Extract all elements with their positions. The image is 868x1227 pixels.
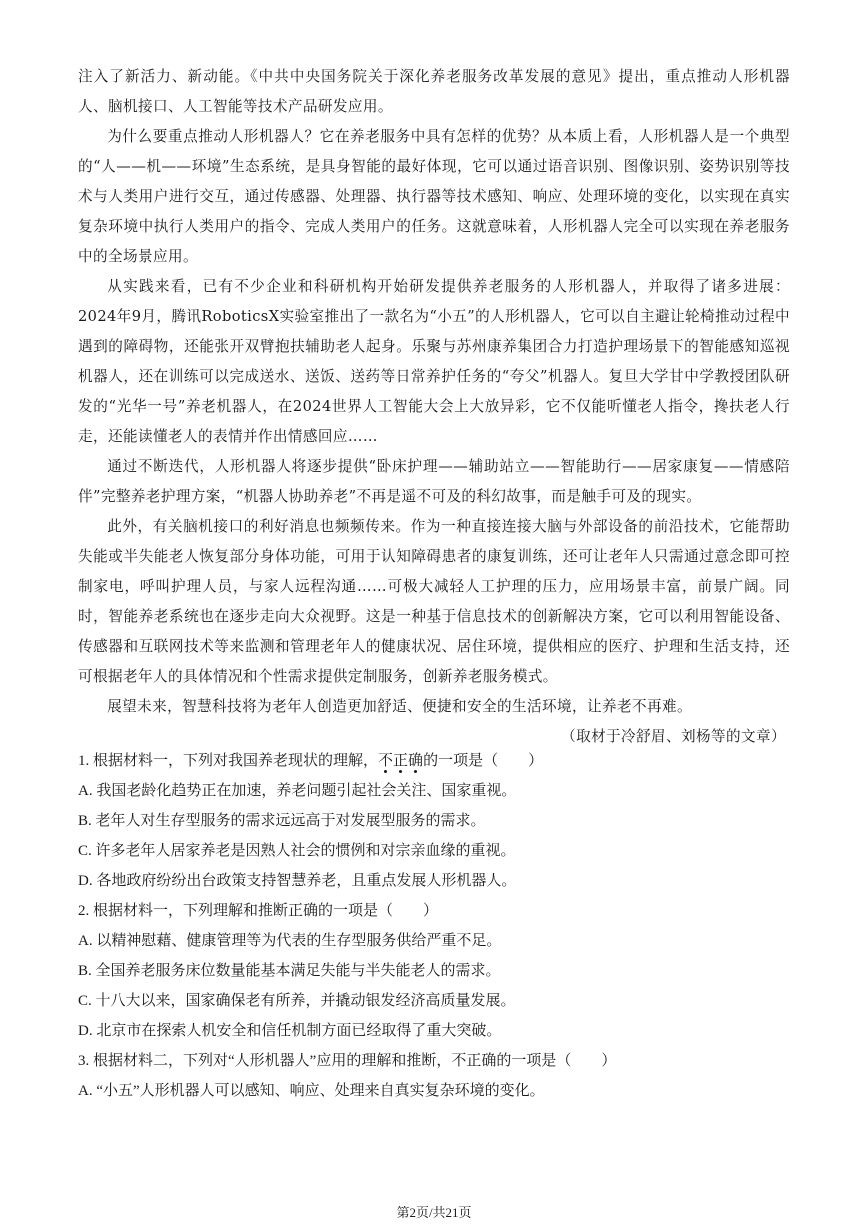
question-3-stem: 3. 根据材料二，下列对“人形机器人”应用的理解和推断，不正确的一项是（ ） bbox=[78, 1053, 617, 1069]
question-1-stem-end: 的一项是（ ） bbox=[423, 753, 544, 769]
question-1-option-c: C. 许多老年人居家养老是因熟人社会的惯例和对宗亲血缘的重视。 bbox=[78, 843, 516, 859]
question-1-stem bbox=[78, 746, 790, 776]
emphasis-char-3: 确 bbox=[408, 753, 423, 769]
question-2-option-b: B. 全国养老服务床位数量能基本满足失能与半失能老人的需求。 bbox=[78, 963, 501, 979]
emphasis-dot bbox=[384, 770, 387, 773]
passage-source-citation: （取材于冷舒眉、刘杨等的文章） bbox=[561, 728, 786, 745]
emphasis-dot bbox=[399, 770, 402, 773]
question-2-stem: 2. 根据材料一，下列理解和推断正确的一项是（ ） bbox=[78, 903, 439, 919]
passage-paragraph-1: 注入了新活力、新动能。《中共中央国务院关于深化养老服务改革发展的意见》提出，重点推动人形机器人、脑机接口、人工智能等技术产品研发应用。 bbox=[78, 68, 790, 115]
emphasis-char-2: 正 bbox=[393, 753, 408, 769]
question-3-option-a: A. “小五”人形机器人可以感知、响应、处理来自真实复杂环境的变化。 bbox=[78, 1083, 545, 1099]
page-number-footer: 第2页/共21页 bbox=[396, 1205, 472, 1220]
question-2-option-a: A. 以精神慰藉、健康管理等为代表的生存型服务供给严重不足。 bbox=[78, 933, 502, 949]
passage-paragraph-3: 从实践来看，已有不少企业和科研机构开始研发提供养老服务的人形机器人，并取得了诸多进展：2024年9月，腾讯RoboticsX实验室推出了一款名为“小五”的人形机器人，它可以自主避让轮椅推动过程中遇到的障碍物，还能张开双臂抱扶辅助老人起身。乐聚与苏州康养集团合力打造护理场景下的智能感知巡视机器人，还在训练可以完成送水、送饭、送药等日常养护任务的“夸父”机器人。复旦大学甘中学教授团队研发的“光华一号”养老机器人，在2024世界人工智能大会上大放异彩，它不仅能听懂老人指令，搀扶老人行走，还能读懂老人的表情并作出情感回应…… bbox=[78, 278, 790, 445]
emphasis-char-1: 不 bbox=[378, 753, 393, 769]
passage-paragraph-5: 此外，有关脑机接口的利好消息也频频传来。作为一种直接连接大脑与外部设备的前沿技术，它能帮助失能或半失能老人恢复部分身体功能，可用于认知障碍患者的康复训练，还可让老年人只需通过意念即可控制家电，呼叫护理人员，与家人远程沟通……可极大减轻人工护理的压力，应用场景丰富，前景广阔。同时，智能养老系统也在逐步走向大众视野。这是一种基于信息技术的创新解决方案，它可以利用智能设备、传感器和互联网技术等来监测和管理老年人的健康状况、居住环境，提供相应的医疗、护理和生活支持，还可根据老年人的具体情况和个性需求提供定制服务，创新养老服务模式。 bbox=[78, 518, 790, 685]
question-1-option-d: D. 各地政府纷纷出台政策支持智慧养老，且重点发展人形机器人。 bbox=[78, 873, 517, 889]
question-1-option-b: B. 老年人对生存型服务的需求远远高于对发展型服务的需求。 bbox=[78, 813, 486, 829]
emphasis-dot bbox=[414, 770, 417, 773]
passage-paragraph-2: 为什么要重点推动人形机器人？它在养老服务中具有怎样的优势？从本质上看，人形机器人是一个典型的“人——机——环境”生态系统，是具身智能的最好体现，它可以通过语音识别、图像识别、姿势识别等技术与人类用户进行交互，通过传感器、处理器、执行器等技术感知、响应、处理环境的变化，以实现在真实复杂环境中执行人类用户的指令、完成人类用户的任务。这就意味着，人形机器人完全可以实现在养老服务中的全场景应用。 bbox=[78, 128, 790, 265]
question-2-option-d: D. 北京市在探索人机安全和信任机制方面已经取得了重大突破。 bbox=[78, 1023, 502, 1039]
question-list bbox=[78, 746, 790, 1106]
passage-paragraph-6: 展望未来，智慧科技将为老年人创造更加舒适、便捷和安全的生活环境，让养老不再难。 bbox=[107, 698, 692, 715]
question-2-option-c: C. 十八大以来，国家确保老有所养，并撬动银发经济高质量发展。 bbox=[78, 993, 516, 1009]
question-1-option-a: A. 我国老龄化趋势正在加速，养老问题引起社会关注、国家重视。 bbox=[78, 783, 517, 799]
passage-paragraph-4: 通过不断迭代，人形机器人将逐步提供“卧床护理——辅助站立——智能助行——居家康复——情感陪伴”完整养老护理方案，“机器人协助养老”不再是遥不可及的科幻故事，而是触手可及的现实。 bbox=[78, 458, 790, 505]
question-1-stem-start: 1. 根据材料一，下列对我国养老现状的理解， bbox=[78, 753, 379, 769]
reading-passage bbox=[78, 62, 790, 752]
